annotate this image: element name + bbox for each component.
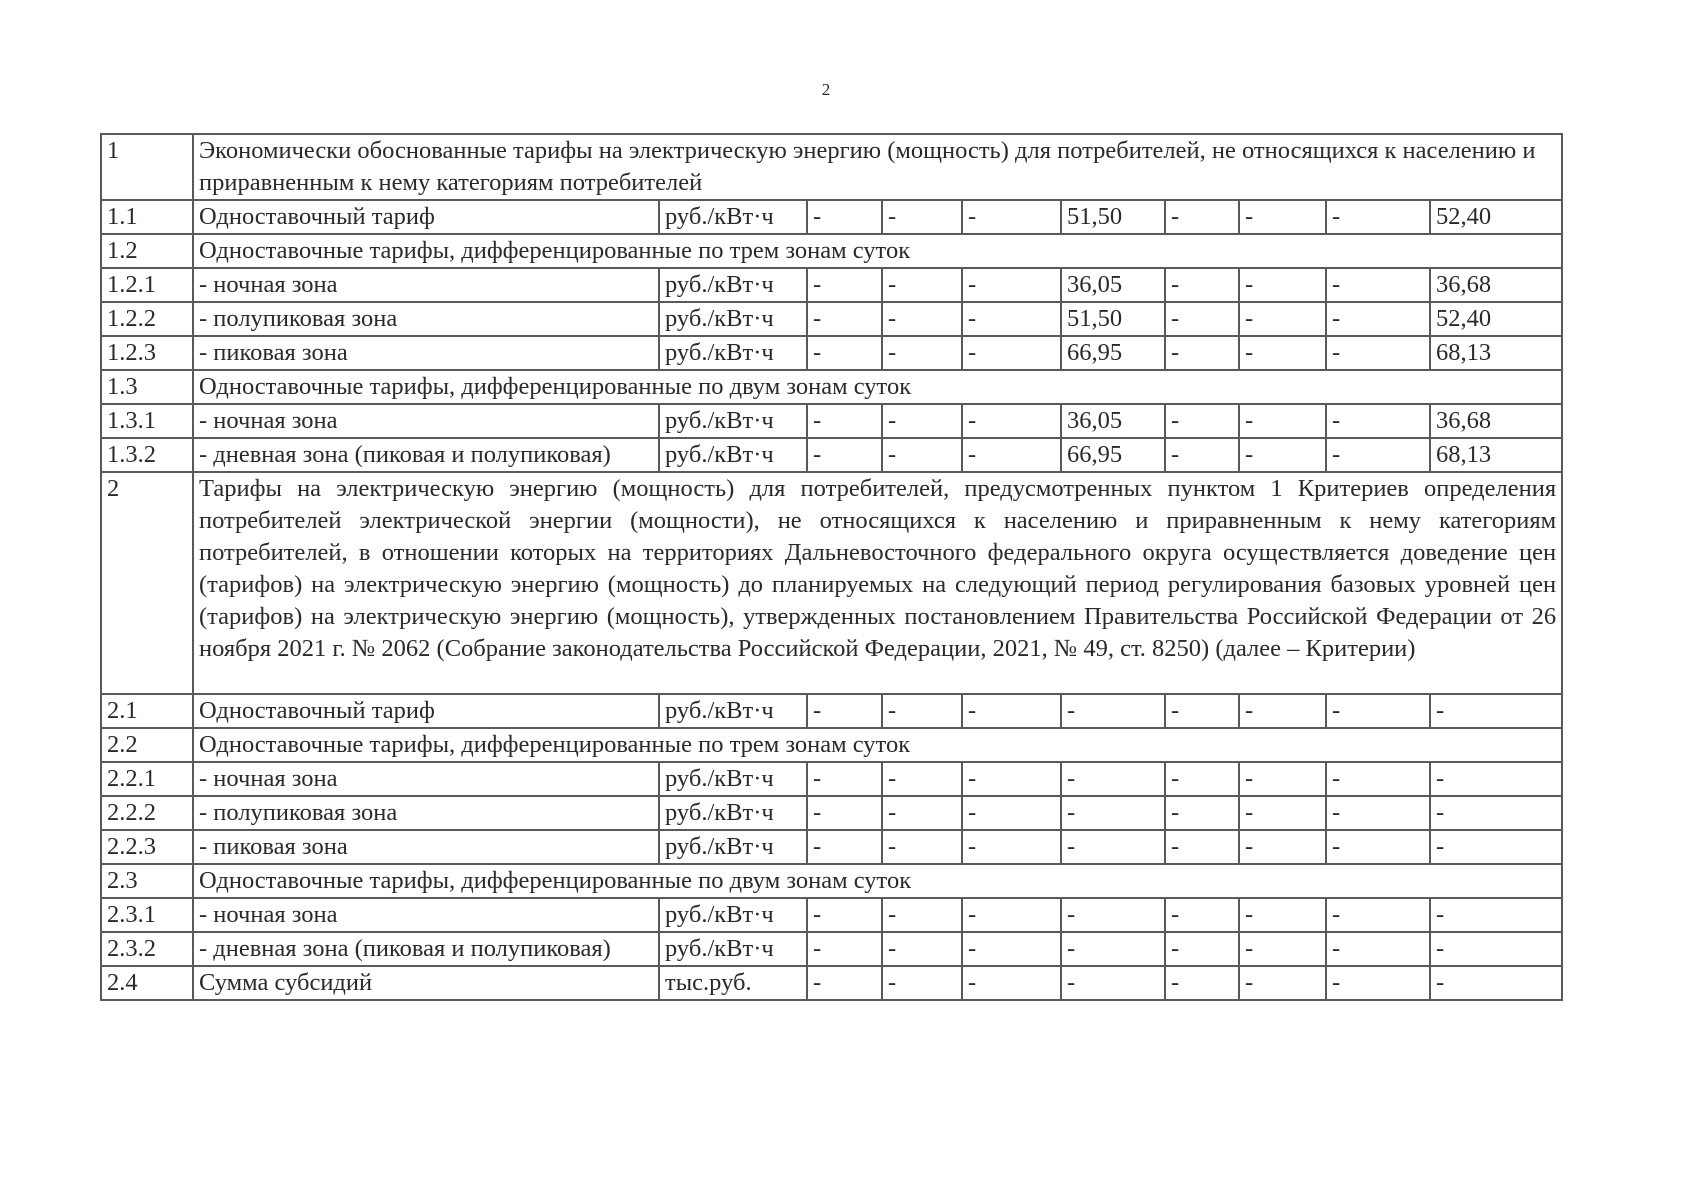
value-cell: - [962,966,1061,1000]
row-unit: руб./кВт·ч [659,336,807,370]
value-cell: - [1165,830,1239,864]
value-cell: - [1239,404,1326,438]
row-label: - пиковая зона [193,830,659,864]
section-heading: Экономически обоснованные тарифы на электрическую энергию (мощность) для потребителей, не относящихся к населению и приравненным к нему категориям потребителей [193,134,1562,200]
value-cell: - [1430,830,1562,864]
value-cell: - [807,404,882,438]
row-number: 2.2 [101,728,193,762]
value-cell: - [1061,932,1165,966]
value-cell: - [882,302,962,336]
value-cell: - [1326,796,1430,830]
row-label: - дневная зона (пиковая и полупиковая) [193,438,659,472]
value-cell: - [807,932,882,966]
value-cell: - [1165,268,1239,302]
table-row [101,200,1562,234]
value-cell: - [962,438,1061,472]
value-cell: - [807,302,882,336]
value-cell: - [882,932,962,966]
value-cell: 52,40 [1430,302,1562,336]
value-cell: 36,68 [1430,404,1562,438]
value-cell: - [1239,830,1326,864]
value-cell: - [962,830,1061,864]
row-number: 1.3 [101,370,193,404]
table-row [101,728,1562,762]
value-cell: - [1326,694,1430,728]
value-cell: - [807,200,882,234]
row-number: 2.3.1 [101,898,193,932]
value-cell: - [882,336,962,370]
value-cell: - [1326,302,1430,336]
value-cell: - [1239,336,1326,370]
subsection-heading: Одноставочные тарифы, дифференцированные по трем зонам суток [193,728,1562,762]
value-cell: - [1239,268,1326,302]
row-number: 2 [101,472,193,694]
subsection-heading: Одноставочные тарифы, дифференцированные по двум зонам суток [193,864,1562,898]
table-row [101,796,1562,830]
row-label: - дневная зона (пиковая и полупиковая) [193,932,659,966]
table-row [101,268,1562,302]
table-row [101,438,1562,472]
value-cell: - [882,830,962,864]
value-cell: - [1326,830,1430,864]
value-cell: - [1326,932,1430,966]
row-number: 1.3.1 [101,404,193,438]
table-row [101,370,1562,404]
value-cell: - [962,302,1061,336]
row-number: 2.2.1 [101,762,193,796]
row-label: Одноставочный тариф [193,694,659,728]
value-cell: - [1165,898,1239,932]
row-number: 2.2.2 [101,796,193,830]
row-label: Одноставочный тариф [193,200,659,234]
row-number: 2.3.2 [101,932,193,966]
value-cell: - [962,762,1061,796]
value-cell: 36,68 [1430,268,1562,302]
row-unit: руб./кВт·ч [659,796,807,830]
row-number: 2.2.3 [101,830,193,864]
table-row [101,864,1562,898]
section-heading: Тарифы на электрическую энергию (мощность) для потребителей, предусмотренных пунктом 1 Критериев определения потребителей электрической энергии (мощности), не относящихся к населению и приравненным к нему категориям потребителей, в отношении которых на территориях Дальневосточного федерального округа осуществляется доведение цен (тарифов) на электрическую энергию (мощность) до планируемых на следующий период регулирования базовых уровней цен (тарифов) на электрическую энергию (мощность), утвержденных постановлением Правительства Российской Федерации от 26 ноября 2021 г. № 2062 (Собрание законодательства Российской Федерации, 2021, № 49, ст. 8250) (далее – Критерии) [193,472,1562,694]
subsection-heading: Одноставочные тарифы, дифференцированные по трем зонам суток [193,234,1562,268]
subsection-heading: Одноставочные тарифы, дифференцированные по двум зонам суток [193,370,1562,404]
row-unit: руб./кВт·ч [659,438,807,472]
value-cell: - [1430,898,1562,932]
value-cell: 52,40 [1430,200,1562,234]
value-cell: - [1165,404,1239,438]
value-cell: - [1239,200,1326,234]
value-cell: - [1239,898,1326,932]
value-cell: - [807,438,882,472]
value-cell: - [1239,438,1326,472]
row-number: 1.1 [101,200,193,234]
page-number: 2 [821,80,831,99]
value-cell: - [1165,302,1239,336]
table-row [101,404,1562,438]
row-unit: руб./кВт·ч [659,268,807,302]
value-cell: - [1061,898,1165,932]
row-label: - ночная зона [193,762,659,796]
value-cell: - [882,694,962,728]
value-cell: 66,95 [1061,336,1165,370]
value-cell: - [1165,966,1239,1000]
row-label: - ночная зона [193,268,659,302]
value-cell: - [1239,796,1326,830]
value-cell: - [1326,200,1430,234]
row-label: - полупиковая зона [193,302,659,336]
value-cell: - [962,336,1061,370]
value-cell: 51,50 [1061,200,1165,234]
row-label: - полупиковая зона [193,796,659,830]
table-row [101,830,1562,864]
row-number: 1.2 [101,234,193,268]
value-cell: - [1239,302,1326,336]
value-cell: - [882,438,962,472]
table-row [101,302,1562,336]
row-label: - ночная зона [193,404,659,438]
row-number: 1.2.1 [101,268,193,302]
value-cell: 66,95 [1061,438,1165,472]
value-cell: - [1326,438,1430,472]
value-cell: 68,13 [1430,336,1562,370]
row-unit: руб./кВт·ч [659,932,807,966]
value-cell: - [1430,966,1562,1000]
value-cell: - [962,694,1061,728]
value-cell: - [1326,898,1430,932]
value-cell: - [1239,762,1326,796]
row-number: 1.2.2 [101,302,193,336]
value-cell: - [1326,762,1430,796]
row-number: 2.1 [101,694,193,728]
value-cell: - [1239,966,1326,1000]
value-cell: - [807,268,882,302]
row-unit: руб./кВт·ч [659,404,807,438]
value-cell: - [882,404,962,438]
value-cell: - [807,830,882,864]
value-cell: - [1061,966,1165,1000]
row-unit: тыс.руб. [659,966,807,1000]
table-row [101,694,1562,728]
value-cell: 68,13 [1430,438,1562,472]
row-label: - пиковая зона [193,336,659,370]
value-cell: - [807,796,882,830]
row-unit: руб./кВт·ч [659,898,807,932]
value-cell: - [962,404,1061,438]
value-cell: - [1165,694,1239,728]
value-cell: - [1165,932,1239,966]
tariff-table [100,133,1563,1001]
table-row [101,898,1562,932]
value-cell: - [807,336,882,370]
value-cell: - [1061,694,1165,728]
value-cell: - [1430,932,1562,966]
value-cell: - [1430,796,1562,830]
row-unit: руб./кВт·ч [659,762,807,796]
value-cell: - [1165,438,1239,472]
value-cell: - [882,796,962,830]
value-cell: - [807,762,882,796]
row-number: 1 [101,134,193,200]
value-cell: - [807,694,882,728]
value-cell: - [1239,694,1326,728]
value-cell: - [807,966,882,1000]
value-cell: - [882,966,962,1000]
value-cell: - [962,932,1061,966]
value-cell: - [962,200,1061,234]
row-unit: руб./кВт·ч [659,200,807,234]
row-label: - ночная зона [193,898,659,932]
value-cell: - [807,898,882,932]
value-cell: 51,50 [1061,302,1165,336]
value-cell: - [882,268,962,302]
value-cell: - [1061,762,1165,796]
row-unit: руб./кВт·ч [659,830,807,864]
table-row [101,134,1562,200]
row-number: 1.2.3 [101,336,193,370]
value-cell: - [1165,796,1239,830]
value-cell: 36,05 [1061,268,1165,302]
value-cell: - [882,898,962,932]
value-cell: - [962,898,1061,932]
table-row [101,966,1562,1000]
row-label: Сумма субсидий [193,966,659,1000]
value-cell: - [1165,762,1239,796]
value-cell: - [1061,830,1165,864]
table-row [101,234,1562,268]
value-cell: - [1430,762,1562,796]
value-cell: - [1239,932,1326,966]
value-cell: - [1326,966,1430,1000]
value-cell: - [1326,268,1430,302]
value-cell: - [1430,694,1562,728]
value-cell: - [1061,796,1165,830]
table-row [101,932,1562,966]
table-row [101,762,1562,796]
row-number: 1.3.2 [101,438,193,472]
value-cell: - [882,762,962,796]
row-number: 2.4 [101,966,193,1000]
value-cell: - [962,268,1061,302]
value-cell: - [962,796,1061,830]
table-row [101,336,1562,370]
value-cell: - [1326,404,1430,438]
value-cell: - [1326,336,1430,370]
table-row [101,472,1562,694]
value-cell: - [1165,200,1239,234]
row-number: 2.3 [101,864,193,898]
value-cell: - [1165,336,1239,370]
value-cell: - [882,200,962,234]
row-unit: руб./кВт·ч [659,694,807,728]
value-cell: 36,05 [1061,404,1165,438]
row-unit: руб./кВт·ч [659,302,807,336]
